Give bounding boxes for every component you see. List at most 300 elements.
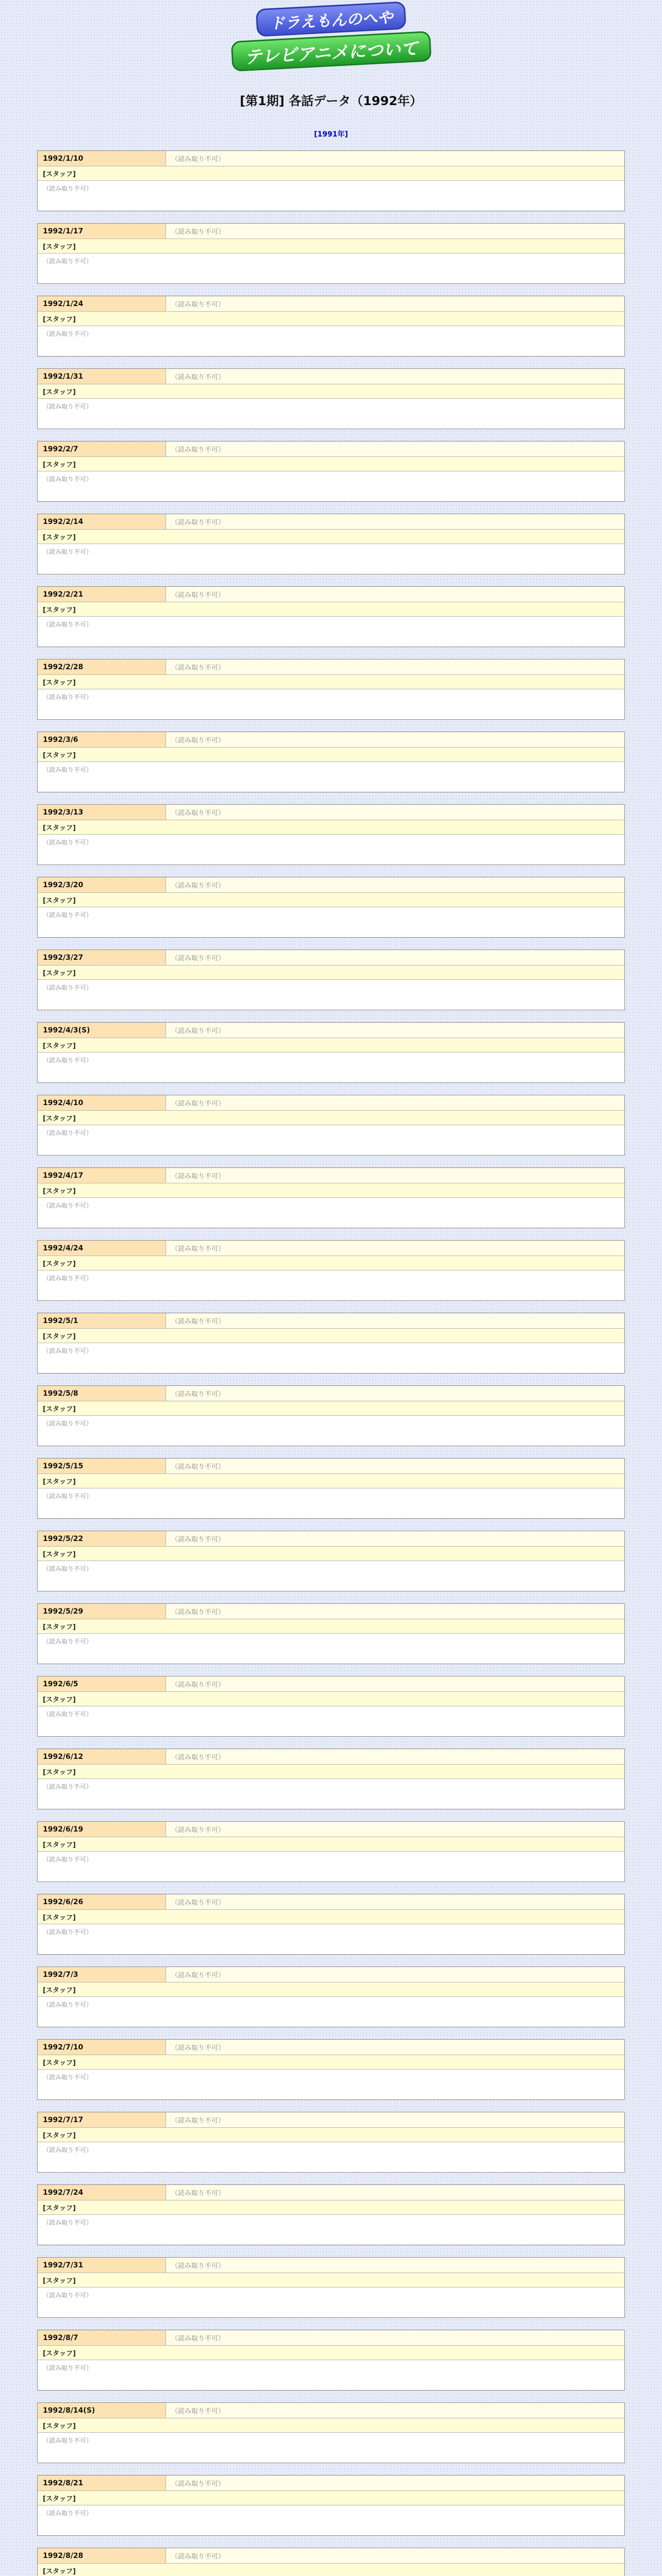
staff-label-row — [38, 1982, 624, 1997]
staff-label: [スタッフ] — [43, 1405, 76, 1413]
staff-credits: （読み取り不可） — [43, 1420, 93, 1427]
staff-label: [スタッフ] — [43, 1115, 76, 1123]
episode-title — [166, 659, 624, 674]
staff-credits: （読み取り不可） — [43, 185, 93, 192]
staff-credits: （読み取り不可） — [43, 911, 93, 919]
staff-credits-row — [38, 617, 624, 647]
episode-title-text: （読み取り不可） — [171, 446, 225, 454]
episode-date: 1992/5/29 — [38, 1604, 166, 1619]
episode-header-row — [38, 877, 624, 893]
episode-title — [166, 732, 624, 747]
staff-credits: （読み取り不可） — [43, 1856, 93, 1863]
episode-header-row — [38, 1095, 624, 1111]
episode-title-text: （読み取り不可） — [171, 1463, 225, 1471]
staff-credits: （読み取り不可） — [43, 1275, 93, 1282]
episode-header-row — [38, 1168, 624, 1183]
episode-entry — [37, 2548, 625, 2576]
episode-title-text: （読み取り不可） — [171, 737, 225, 744]
staff-credits: （読み取り不可） — [43, 2146, 93, 2154]
staff-credits-row — [38, 1053, 624, 1082]
episode-title-text: （読み取り不可） — [171, 2044, 225, 2052]
episode-entry — [37, 1894, 625, 1955]
episode-title-text: （読み取り不可） — [171, 2480, 225, 2488]
staff-label-row — [38, 820, 624, 835]
episode-title-text: （読み取り不可） — [171, 955, 225, 962]
staff-label-row — [38, 1837, 624, 1852]
episode-date: 1992/6/12 — [38, 1749, 166, 1764]
staff-label-row — [38, 602, 624, 617]
episode-entry — [37, 877, 625, 938]
episode-title — [166, 2476, 624, 2490]
staff-credits-row — [38, 1852, 624, 1882]
staff-credits-row — [38, 2433, 624, 2463]
episode-header-row — [38, 1023, 624, 1038]
staff-credits-row — [38, 689, 624, 719]
episode-header-row — [38, 2112, 624, 2128]
staff-credits: （読み取り不可） — [43, 2510, 93, 2517]
page-title: [第1期] 各話データ（1992年） — [240, 94, 422, 108]
episode-date: 1992/7/10 — [38, 2040, 166, 2055]
staff-credits-row — [38, 544, 624, 574]
episode-header-row — [38, 1604, 624, 1619]
staff-credits-row — [38, 1343, 624, 1373]
staff-credits-row — [38, 181, 624, 211]
staff-label: [スタッフ] — [43, 2205, 76, 2212]
staff-label-row — [38, 2128, 624, 2142]
staff-credits-row — [38, 1924, 624, 1954]
staff-label: [スタッフ] — [43, 534, 76, 541]
episode-entry — [37, 1167, 625, 1228]
episode-date: 1992/7/24 — [38, 2185, 166, 2200]
staff-credits: （読み取り不可） — [43, 621, 93, 628]
episode-title — [166, 1531, 624, 1546]
staff-label: [スタッフ] — [43, 171, 76, 178]
staff-label-row — [38, 675, 624, 689]
episode-header-row — [38, 1459, 624, 1474]
staff-label: [スタッフ] — [43, 2059, 76, 2067]
staff-label: [スタッフ] — [43, 679, 76, 687]
staff-label: [スタッフ] — [43, 1841, 76, 1849]
staff-label: [スタッフ] — [43, 2422, 76, 2430]
episode-entry — [37, 732, 625, 792]
episode-date: 1992/3/6 — [38, 732, 166, 747]
staff-label: [スタッフ] — [43, 1623, 76, 1631]
episode-title-text: （読み取り不可） — [171, 228, 225, 236]
episode-title-text: （読み取り不可） — [171, 374, 225, 381]
episode-title — [166, 1459, 624, 1473]
episode-entry — [37, 1385, 625, 1446]
episode-entry — [37, 1022, 625, 1083]
staff-label: [スタッフ] — [43, 1333, 76, 1341]
episode-title — [166, 296, 624, 311]
episode-title-text: （読み取り不可） — [171, 2553, 225, 2561]
staff-label-row — [38, 457, 624, 471]
staff-label: [スタッフ] — [43, 1042, 76, 1050]
staff-credits-row — [38, 253, 624, 283]
staff-credits-row — [38, 762, 624, 792]
staff-label: [スタッフ] — [43, 1914, 76, 1922]
episode-entry — [37, 296, 625, 357]
episode-title-text: （読み取り不可） — [171, 301, 225, 309]
episode-date: 1992/1/24 — [38, 296, 166, 311]
episode-date: 1992/7/31 — [38, 2258, 166, 2273]
episode-entry — [37, 586, 625, 647]
staff-credits: （読み取り不可） — [43, 2437, 93, 2444]
episode-title-text: （読み取り不可） — [171, 2262, 225, 2270]
staff-label: [スタッフ] — [43, 1260, 76, 1268]
episode-header-row — [38, 2185, 624, 2200]
episode-date: 1992/1/10 — [38, 151, 166, 166]
staff-credits-row — [38, 1416, 624, 1446]
episode-entry — [37, 1531, 625, 1591]
episode-title — [166, 224, 624, 239]
episode-header-row — [38, 1241, 624, 1256]
episode-header-row — [38, 151, 624, 166]
episode-title — [166, 805, 624, 820]
staff-label-row — [38, 1183, 624, 1198]
staff-credits-row — [38, 1125, 624, 1155]
episode-header-row — [38, 1531, 624, 1547]
episode-date: 1992/8/28 — [38, 2548, 166, 2563]
episode-title — [166, 151, 624, 166]
episode-entry — [37, 2112, 625, 2173]
episode-entry — [37, 150, 625, 211]
episode-date: 1992/2/28 — [38, 659, 166, 674]
staff-label-row — [38, 2564, 624, 2576]
staff-credits-row — [38, 2215, 624, 2245]
episode-title-text: （読み取り不可） — [171, 1173, 225, 1180]
staff-credits: （読み取り不可） — [43, 403, 93, 410]
staff-label: [スタッフ] — [43, 316, 76, 324]
episode-title — [166, 2548, 624, 2563]
episode-entry — [37, 514, 625, 574]
staff-credits-row — [38, 326, 624, 356]
staff-credits-row — [38, 2142, 624, 2172]
episode-entry — [37, 223, 625, 284]
episode-title — [166, 514, 624, 529]
episode-header-row — [38, 732, 624, 748]
episode-header-row — [38, 1822, 624, 1837]
episode-date: 1992/6/26 — [38, 1894, 166, 1909]
episode-entry — [37, 1240, 625, 1301]
staff-credits: （読み取り不可） — [43, 1783, 93, 1790]
episode-title-text: （読み取り不可） — [171, 2408, 225, 2415]
staff-credits: （読み取り不可） — [43, 1710, 93, 1718]
staff-label: [スタッフ] — [43, 824, 76, 832]
staff-label: [スタッフ] — [43, 752, 76, 759]
staff-credits: （読み取り不可） — [43, 1638, 93, 1645]
staff-credits-row — [38, 1779, 624, 1809]
staff-credits: （読み取り不可） — [43, 1129, 93, 1137]
episode-title — [166, 1313, 624, 1328]
episode-header-row — [38, 587, 624, 602]
episode-title-text: （読み取り不可） — [171, 1318, 225, 1326]
episode-title — [166, 1604, 624, 1619]
staff-label-row — [38, 1111, 624, 1125]
staff-credits-row — [38, 1997, 624, 2027]
staff-label-row — [38, 748, 624, 762]
episode-entry — [37, 2330, 625, 2391]
staff-credits: （読み取り不可） — [43, 330, 93, 337]
staff-label-row — [38, 1910, 624, 1924]
staff-label: [スタッフ] — [43, 2350, 76, 2358]
episode-entry — [37, 804, 625, 865]
staff-label: [スタッフ] — [43, 606, 76, 614]
episode-entry — [37, 1749, 625, 1809]
episode-date: 1992/2/7 — [38, 442, 166, 456]
episode-entry — [37, 950, 625, 1010]
episode-title-text: （読み取り不可） — [171, 1391, 225, 1398]
staff-label: [スタッフ] — [43, 897, 76, 905]
staff-credits: （読み取り不可） — [43, 984, 93, 991]
staff-label-row — [38, 2273, 624, 2287]
episode-title-text: （読み取り不可） — [171, 2117, 225, 2125]
staff-label: [スタッフ] — [43, 1696, 76, 1704]
episode-title-text: （読み取り不可） — [171, 156, 225, 163]
episode-header-row — [38, 1386, 624, 1401]
staff-credits: （読み取り不可） — [43, 1202, 93, 1209]
staff-label-row — [38, 384, 624, 399]
episode-date: 1992/7/3 — [38, 1967, 166, 1982]
site-logo[interactable] — [0, 5, 662, 66]
episode-header-row — [38, 514, 624, 530]
episode-entry — [37, 441, 625, 502]
episode-title-text: （読み取り不可） — [171, 664, 225, 672]
episode-entry — [37, 2039, 625, 2100]
episode-header-row — [38, 369, 624, 384]
episode-date: 1992/4/24 — [38, 1241, 166, 1256]
staff-credits: （読み取り不可） — [43, 2001, 93, 2008]
episode-header-row — [38, 805, 624, 820]
staff-label: [スタッフ] — [43, 243, 76, 251]
episode-title-text: （読み取り不可） — [171, 2190, 225, 2197]
episode-title — [166, 1749, 624, 1764]
episode-title — [166, 442, 624, 456]
staff-credits-row — [38, 907, 624, 937]
episode-title-text: （読み取り不可） — [171, 591, 225, 599]
episode-title — [166, 1241, 624, 1256]
staff-label: [スタッフ] — [43, 1551, 76, 1558]
episode-entry — [37, 1821, 625, 1882]
staff-label-row — [38, 1329, 624, 1343]
episode-entry — [37, 1313, 625, 1374]
episode-header-row — [38, 2476, 624, 2491]
episode-title-text: （読み取り不可） — [171, 1027, 225, 1035]
staff-credits: （読み取り不可） — [43, 2292, 93, 2299]
episode-title-text: （読み取り不可） — [171, 2335, 225, 2343]
staff-label-row — [38, 1765, 624, 1779]
episode-header-row — [38, 1676, 624, 1692]
logo-line-1[interactable]: ドラえもんのへや — [256, 1, 406, 37]
episode-title — [166, 2040, 624, 2055]
episode-title-text: （読み取り不可） — [171, 1899, 225, 1907]
episode-date: 1992/5/1 — [38, 1313, 166, 1328]
episode-entry — [37, 1603, 625, 1664]
episode-date: 1992/4/10 — [38, 1095, 166, 1110]
episode-title-text: （読み取り不可） — [171, 1100, 225, 1108]
episode-title-text: （読み取り不可） — [171, 1681, 225, 1689]
episode-title-text: （読み取り不可） — [171, 1608, 225, 1616]
episode-date: 1992/7/17 — [38, 2112, 166, 2127]
staff-label-row — [38, 1692, 624, 1706]
logo-line-2[interactable]: テレビアニメについて — [230, 31, 432, 72]
episode-header-row — [38, 224, 624, 239]
episode-title-text: （読み取り不可） — [171, 1245, 225, 1253]
staff-credits: （読み取り不可） — [43, 2219, 93, 2226]
episode-entry — [37, 368, 625, 429]
episode-title — [166, 877, 624, 892]
episode-title — [166, 2403, 624, 2418]
episode-title-text: （読み取り不可） — [171, 809, 225, 817]
staff-credits-row — [38, 471, 624, 501]
episode-title-text: （読み取り不可） — [171, 1754, 225, 1761]
staff-label-row — [38, 312, 624, 326]
staff-credits: （読み取り不可） — [43, 1057, 93, 1064]
episode-date: 1992/1/17 — [38, 224, 166, 239]
episode-header-row — [38, 2330, 624, 2346]
staff-credits-row — [38, 1270, 624, 1300]
staff-credits: （読み取り不可） — [43, 839, 93, 846]
episode-entry — [37, 2184, 625, 2245]
staff-credits-row — [38, 1634, 624, 1664]
episode-date: 1992/5/15 — [38, 1459, 166, 1473]
episode-date: 1992/6/19 — [38, 1822, 166, 1837]
staff-credits-row — [38, 835, 624, 865]
episode-title — [166, 587, 624, 602]
episode-header-row — [38, 659, 624, 675]
staff-credits-row — [38, 980, 624, 1010]
episode-header-row — [38, 950, 624, 965]
episode-title-text: （読み取り不可） — [171, 1972, 225, 1979]
staff-credits-row — [38, 2287, 624, 2317]
staff-label-row — [38, 2346, 624, 2360]
episode-title-text: （読み取り不可） — [171, 882, 225, 890]
staff-label-row — [38, 166, 624, 181]
staff-label: [スタッフ] — [43, 388, 76, 396]
episode-title — [166, 369, 624, 384]
staff-credits-row — [38, 399, 624, 429]
staff-label-row — [38, 2491, 624, 2505]
episode-header-row — [38, 442, 624, 457]
episode-title — [166, 1095, 624, 1110]
staff-credits-row — [38, 1706, 624, 1736]
episode-title — [166, 1023, 624, 1038]
episode-title — [166, 1676, 624, 1691]
staff-credits: （読み取り不可） — [43, 1565, 93, 1572]
episode-entry — [37, 1095, 625, 1156]
staff-label: [スタッフ] — [43, 1769, 76, 1776]
staff-credits: （読み取り不可） — [43, 548, 93, 555]
staff-label: [スタッフ] — [43, 1987, 76, 1994]
episode-title — [166, 1894, 624, 1909]
staff-credits-row — [38, 2505, 624, 2535]
staff-credits: （読み取り不可） — [43, 2074, 93, 2081]
staff-label-row — [38, 2055, 624, 2070]
staff-credits-row — [38, 2070, 624, 2099]
episode-entry — [37, 2402, 625, 2463]
episode-date: 1992/5/22 — [38, 1531, 166, 1546]
episode-header-row — [38, 2403, 624, 2418]
staff-label-row — [38, 1038, 624, 1053]
staff-credits-row — [38, 2360, 624, 2390]
episode-entry — [37, 1967, 625, 2027]
episode-entry — [37, 1676, 625, 1737]
staff-label-row — [38, 1619, 624, 1634]
episode-title — [166, 2258, 624, 2273]
episode-date: 1992/4/17 — [38, 1168, 166, 1183]
episode-header-row — [38, 2548, 624, 2564]
episode-date: 1992/2/21 — [38, 587, 166, 602]
episode-entry — [37, 2475, 625, 2536]
staff-credits: （読み取り不可） — [43, 693, 93, 701]
episode-header-row — [38, 1967, 624, 1982]
staff-label: [スタッフ] — [43, 2132, 76, 2140]
staff-label-row — [38, 1401, 624, 1416]
staff-label-row — [38, 965, 624, 980]
staff-label-row — [38, 530, 624, 544]
episode-entry — [37, 659, 625, 720]
episode-title — [166, 1967, 624, 1982]
staff-credits: （読み取り不可） — [43, 476, 93, 483]
staff-label-row — [38, 2418, 624, 2433]
episode-list — [37, 150, 625, 2576]
staff-credits: （読み取り不可） — [43, 766, 93, 773]
episode-header-row — [38, 1749, 624, 1765]
staff-label: [スタッフ] — [43, 1478, 76, 1486]
staff-credits-row — [38, 1488, 624, 1518]
episode-date: 1992/4/3(S) — [38, 1023, 166, 1038]
episode-title — [166, 2112, 624, 2127]
year-link-1991[interactable]: [1991年] — [314, 130, 348, 139]
staff-label: [スタッフ] — [43, 2277, 76, 2285]
episode-entry — [37, 2257, 625, 2318]
episode-date: 1992/3/13 — [38, 805, 166, 820]
episode-title — [166, 1822, 624, 1837]
staff-credits-row — [38, 1198, 624, 1228]
episode-title-text: （読み取り不可） — [171, 519, 225, 527]
staff-label-row — [38, 1474, 624, 1488]
episode-date: 1992/6/5 — [38, 1676, 166, 1691]
episode-title — [166, 2330, 624, 2345]
staff-credits: （読み取り不可） — [43, 1347, 93, 1354]
staff-label-row — [38, 1256, 624, 1270]
episode-date: 1992/3/20 — [38, 877, 166, 892]
episode-title-text: （読み取り不可） — [171, 1826, 225, 1834]
staff-label: [スタッフ] — [43, 2568, 76, 2575]
staff-credits: （読み取り不可） — [43, 1928, 93, 1936]
staff-label: [スタッフ] — [43, 1188, 76, 1195]
episode-date: 1992/2/14 — [38, 514, 166, 529]
episode-date: 1992/3/27 — [38, 950, 166, 965]
staff-credits: （読み取り不可） — [43, 1493, 93, 1500]
episode-header-row — [38, 1313, 624, 1329]
episode-date: 1992/5/8 — [38, 1386, 166, 1401]
episode-title — [166, 2185, 624, 2200]
episode-title — [166, 1168, 624, 1183]
staff-label: [スタッフ] — [43, 970, 76, 977]
episode-title — [166, 1386, 624, 1401]
staff-credits-row — [38, 1561, 624, 1591]
episode-header-row — [38, 2258, 624, 2273]
episode-date: 1992/1/31 — [38, 369, 166, 384]
staff-label: [スタッフ] — [43, 461, 76, 469]
episode-title — [166, 950, 624, 965]
staff-credits: （読み取り不可） — [43, 258, 93, 265]
episode-header-row — [38, 1894, 624, 1910]
staff-label-row — [38, 239, 624, 253]
episode-entry — [37, 1458, 625, 1519]
staff-credits: （読み取り不可） — [43, 2364, 93, 2371]
